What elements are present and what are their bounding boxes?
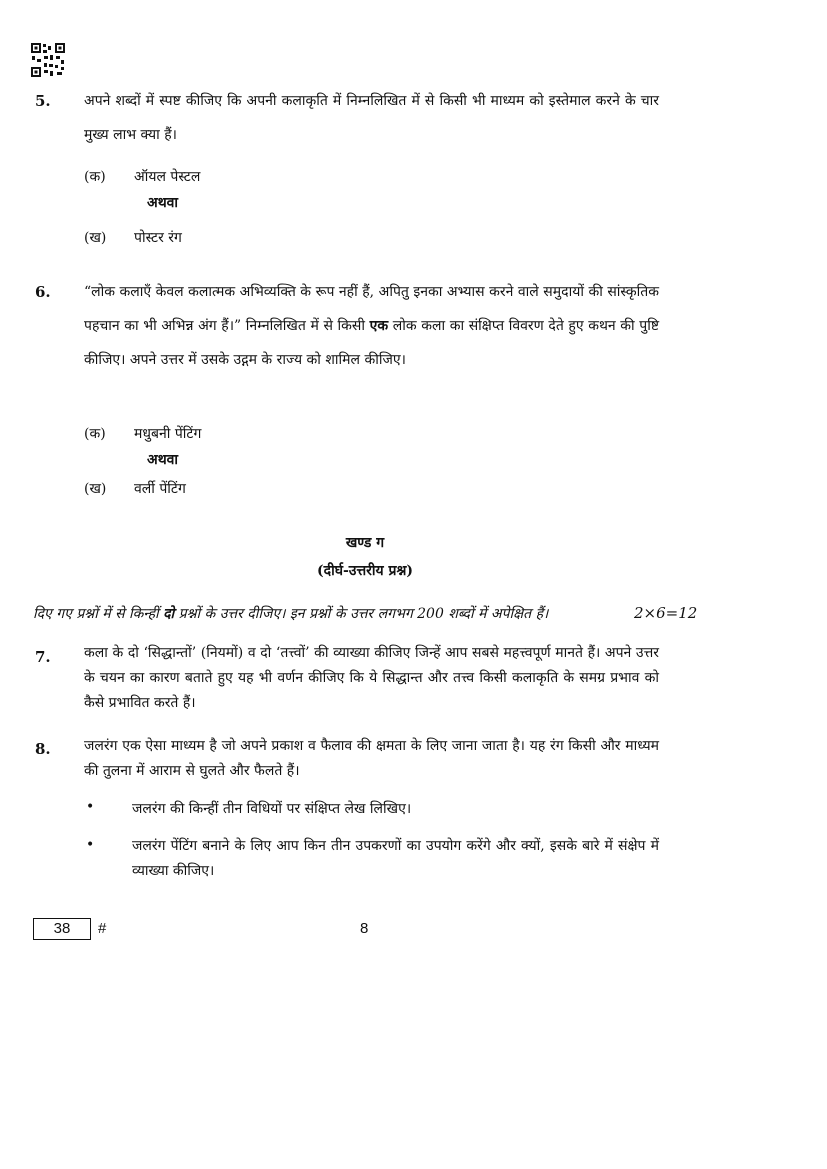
section-subtitle: (दीर्घ-उत्तरीय प्रश्न): [317, 563, 413, 579]
q7-number: 7.: [35, 648, 51, 666]
q5-option-a-label: (क): [84, 169, 106, 185]
q5-number: 5.: [35, 92, 51, 110]
q5-option-b: पोस्टर रंग: [134, 230, 182, 246]
q8-bullet-1: जलरंग की किन्हीं तीन विधियों पर संक्षिप्त लेख लिखिए।: [132, 801, 412, 817]
q6-or: अथवा: [147, 452, 179, 468]
q6-option-a-label: (क): [84, 426, 106, 442]
q6-option-a: मधुबनी पेंटिंग: [134, 426, 202, 442]
qr-code-icon: [30, 42, 66, 78]
q6-option-b-label: (ख): [84, 481, 107, 497]
q7-text: कला के दो ‘सिद्धान्तों’ (नियमों) व दो ‘तत्त्वों’ की व्याख्या कीजिए जिन्हें आप सबसे महत्त्वपूर्ण मानते हैं। अपने उत्तर के चयन का कारण बताते हुए यह भी वर्णन कीजिए कि ये सिद्धान्त और तत्त्व किसी कलाकृति के समग्र प्रभाव को कैसे प्रभावित करते हैं।: [84, 645, 659, 711]
q5-or: अथवा: [147, 195, 179, 211]
q6-number: 6.: [35, 283, 51, 301]
q5-text: अपने शब्दों में स्पष्ट कीजिए कि अपनी कलाकृति में निम्नलिखित में से किसी भी माध्यम को इस्तेमाल करने के चार मुख्य लाभ क्या हैं।: [84, 93, 659, 143]
q8-text: जलरंग एक ऐसा माध्यम है जो अपने प्रकाश व फैलाव की क्षमता के लिए जाना जाता है। यह रंग किसी और माध्यम की तुलना में आराम से घुलते और फैलते हैं।: [84, 738, 659, 779]
q8-bullet-2-marker: •: [86, 837, 95, 853]
q5-option-b-label: (ख): [84, 230, 107, 246]
section-title: खण्ड ग: [345, 535, 385, 551]
section-instructions: दिए गए प्रश्नों में से किन्हीं दो प्रश्नों के उत्तर दीजिए। इन प्रश्नों के उत्तर लगभग 200 शब्दों में अपेक्षित हैं।: [33, 606, 549, 622]
q8-number: 8.: [35, 740, 51, 758]
footer-hash: #: [98, 920, 107, 937]
q8-bullet-1-marker: •: [86, 799, 95, 815]
q6-bold-word: एक: [369, 318, 389, 334]
q6-text: “लोक कलाएँ केवल कलात्मक अभिव्यक्ति के रूप नहीं हैं, अपितु इनका अभ्यास करने वाले समुदायों की सांस्कृतिक पहचान का भी अभिन्न अंग हैं।” निम्नलिखित में से किसी एक लोक कला का संक्षिप्त विवरण देते हुए कथन की पुष्टि कीजिए। अपने उत्तर में उसके उद्गम के राज्य को शामिल कीजिए।: [84, 284, 660, 368]
q8-bullet-2: जलरंग पेंटिंग बनाने के लिए आप किन तीन उपकरणों का उपयोग करेंगे और क्यों, इसके बारे में संक्षेप में व्याख्या कीजिए।: [132, 838, 659, 879]
q5-option-a: ऑयल पेस्टल: [134, 169, 201, 185]
paper-code-box: 38: [33, 918, 91, 940]
section-marks: 2×6=12: [634, 604, 698, 622]
page-number: 8: [360, 920, 369, 937]
q6-option-b: वर्ली पेंटिंग: [134, 481, 186, 497]
